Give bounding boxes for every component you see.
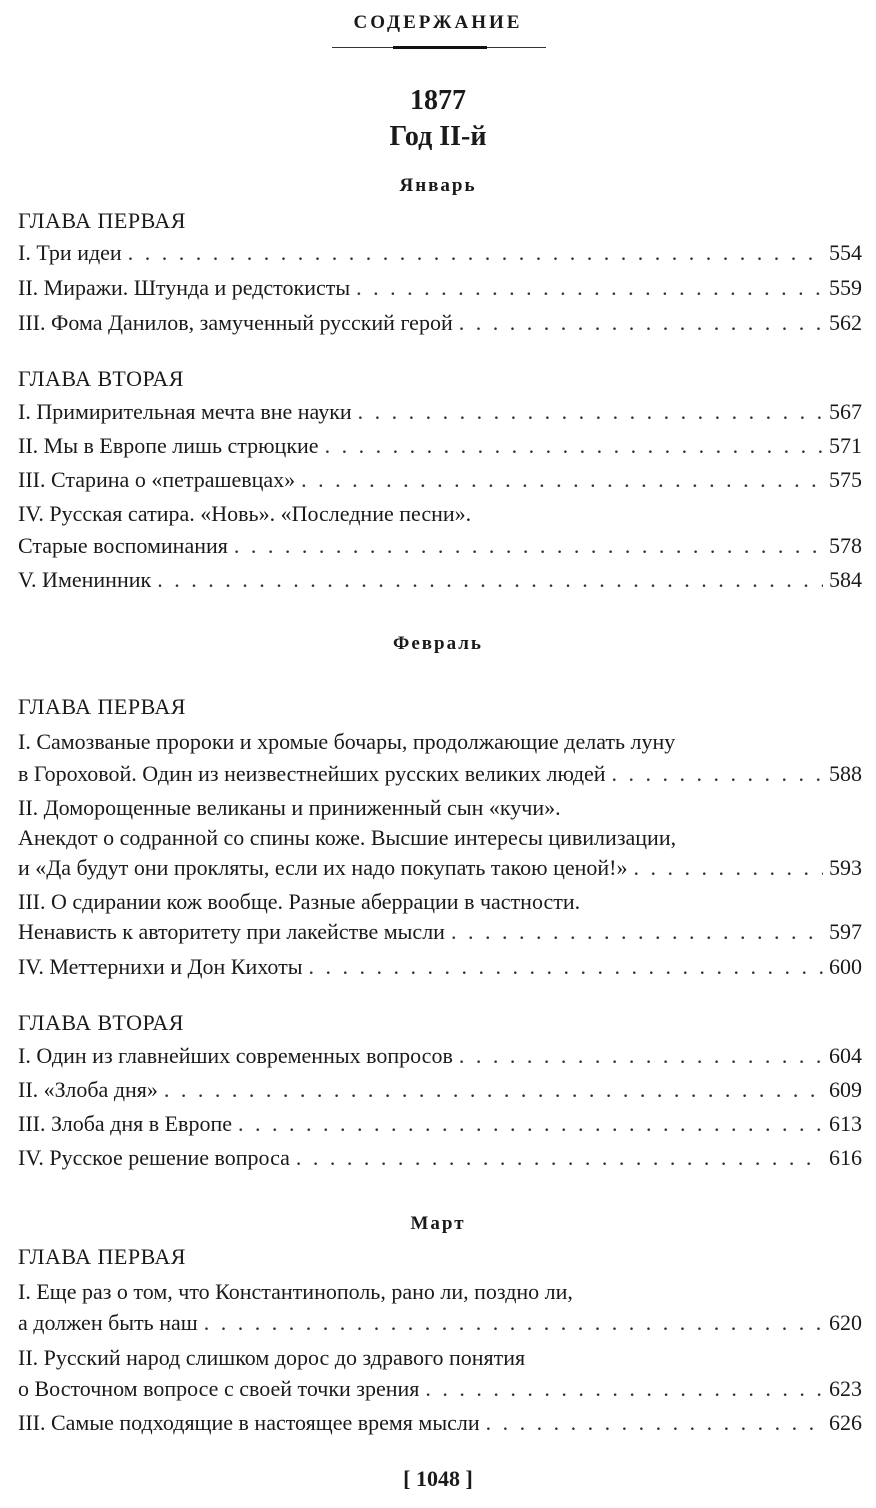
toc-entry[interactable] <box>18 1109 862 1139</box>
entry-title: III. Старина о «петрашевцах» <box>18 467 296 492</box>
chapter-heading: ГЛАВА ВТОРАЯ <box>18 1010 184 1035</box>
page-number: 626 <box>829 1410 862 1435</box>
page-number: 554 <box>829 240 862 265</box>
leader-dots <box>358 397 823 427</box>
leader-dots <box>309 952 824 982</box>
entry-continuation-line: IV. Русская сатира. «Новь». «Последние песни». <box>18 501 472 526</box>
header-rule-accent <box>393 46 487 49</box>
page-number: 600 <box>829 954 862 979</box>
toc-entry[interactable] <box>18 1041 862 1071</box>
entry-title: IV. Меттернихи и Дон Кихоты <box>18 954 303 979</box>
toc-entry[interactable] <box>18 853 862 883</box>
entry-title: III. Фома Данилов, замученный русский герой <box>18 310 453 335</box>
page-number: 604 <box>829 1043 862 1068</box>
entry-title: о Восточном вопросе с своей точки зрения <box>18 1376 420 1401</box>
toc-entry[interactable] <box>18 1408 862 1438</box>
entry-title: II. Мы в Европе лишь стрюцкие <box>18 433 319 458</box>
part-subtitle: Год II-й <box>389 121 487 152</box>
page-number: 609 <box>829 1077 862 1102</box>
leader-dots <box>486 1408 823 1438</box>
entry-title: и «Да будут они прокляты, если их надо покупать такою ценой!» <box>18 855 628 880</box>
leader-dots <box>356 273 823 303</box>
leader-dots <box>459 308 823 338</box>
page-number: 562 <box>829 310 862 335</box>
page-number: 623 <box>829 1376 862 1401</box>
leader-dots <box>204 1308 823 1338</box>
leader-dots <box>296 1143 823 1173</box>
leader-dots <box>234 531 823 561</box>
page-number: 593 <box>829 855 862 880</box>
entry-title: а должен быть наш <box>18 1310 198 1335</box>
toc-entry[interactable] <box>18 431 862 461</box>
page-number: 575 <box>829 467 862 492</box>
leader-dots <box>459 1041 823 1071</box>
year-heading: 1877 <box>410 85 466 116</box>
leader-dots <box>164 1075 823 1105</box>
entry-title: I. Примирительная мечта вне науки <box>18 399 352 424</box>
chapter-heading: ГЛАВА ПЕРВАЯ <box>18 694 186 719</box>
toc-entry[interactable] <box>18 1143 862 1173</box>
leader-dots <box>301 465 823 495</box>
entry-title: в Гороховой. Один из неизвестнейших русских великих людей <box>18 761 606 786</box>
entry-continuation-line: I. Еще раз о том, что Константинополь, рано ли, поздно ли, <box>18 1279 573 1304</box>
chapter-heading: ГЛАВА ВТОРАЯ <box>18 366 184 391</box>
page-number: 597 <box>829 919 862 944</box>
toc-entry[interactable] <box>18 759 862 789</box>
entry-title: V. Именинник <box>18 567 152 592</box>
chapter-heading: ГЛАВА ПЕРВАЯ <box>18 208 186 233</box>
running-header: СОДЕРЖАНИЕ <box>353 12 523 33</box>
leader-dots <box>634 853 824 883</box>
entry-title: I. Три идеи <box>18 240 122 265</box>
toc-entry[interactable] <box>18 917 862 947</box>
month-heading: Февраль <box>393 633 483 654</box>
leader-dots <box>238 1109 823 1139</box>
page-number: 613 <box>829 1111 862 1136</box>
leader-dots <box>325 431 823 461</box>
entry-title: II. «Злоба дня» <box>18 1077 158 1102</box>
page-number: 584 <box>829 567 862 592</box>
toc-entry[interactable] <box>18 1075 862 1105</box>
entry-continuation-line: III. О сдирании кож вообще. Разные аберрации в частности. <box>18 889 581 914</box>
toc-entry[interactable] <box>18 1308 862 1338</box>
entry-continuation-line: II. Русский народ слишком дорос до здравого понятия <box>18 1345 526 1370</box>
page-number: 620 <box>829 1310 862 1335</box>
toc-entry[interactable] <box>18 1374 862 1404</box>
entry-continuation-line: I. Самозваные пророки и хромые бочары, продолжающие делать луну <box>18 729 676 754</box>
entry-continuation-line: Анекдот о содранной со спины коже. Высшие интересы цивилизации, <box>18 825 677 850</box>
page-number: 571 <box>829 433 862 458</box>
toc-entry[interactable] <box>18 308 862 338</box>
toc-entry[interactable] <box>18 465 862 495</box>
toc-entry[interactable] <box>18 952 862 982</box>
toc-entry[interactable] <box>18 273 862 303</box>
chapter-heading: ГЛАВА ПЕРВАЯ <box>18 1244 186 1269</box>
entry-title: Ненависть к авторитету при лакействе мысли <box>18 919 445 944</box>
leader-dots <box>425 1374 823 1404</box>
page-folio: [ 1048 ] <box>403 1466 473 1491</box>
leader-dots <box>157 565 823 595</box>
month-heading: Январь <box>399 175 477 196</box>
entry-title: Старые воспоминания <box>18 533 228 558</box>
page-number: 559 <box>829 275 862 300</box>
toc-entry[interactable] <box>18 238 862 268</box>
toc-entry[interactable] <box>18 531 862 561</box>
page-number: 616 <box>829 1145 862 1170</box>
toc-entry[interactable] <box>18 565 862 595</box>
month-heading: Март <box>410 1213 466 1234</box>
entry-title: III. Злоба дня в Европе <box>18 1111 232 1136</box>
entry-continuation-line: II. Доморощенные великаны и приниженный сын «кучи». <box>18 795 561 820</box>
page-number: 578 <box>829 533 862 558</box>
entry-title: II. Миражи. Штунда и редстокисты <box>18 275 351 300</box>
leader-dots <box>612 759 823 789</box>
toc-entry[interactable] <box>18 397 862 427</box>
leader-dots <box>128 238 823 268</box>
entry-title: I. Один из главнейших современных вопросов <box>18 1043 453 1068</box>
leader-dots <box>451 917 823 947</box>
entry-title: IV. Русское решение вопроса <box>18 1145 290 1170</box>
entry-title: III. Самые подходящие в настоящее время мысли <box>18 1410 480 1435</box>
page-number: 567 <box>829 399 862 424</box>
page-number: 588 <box>829 761 862 786</box>
